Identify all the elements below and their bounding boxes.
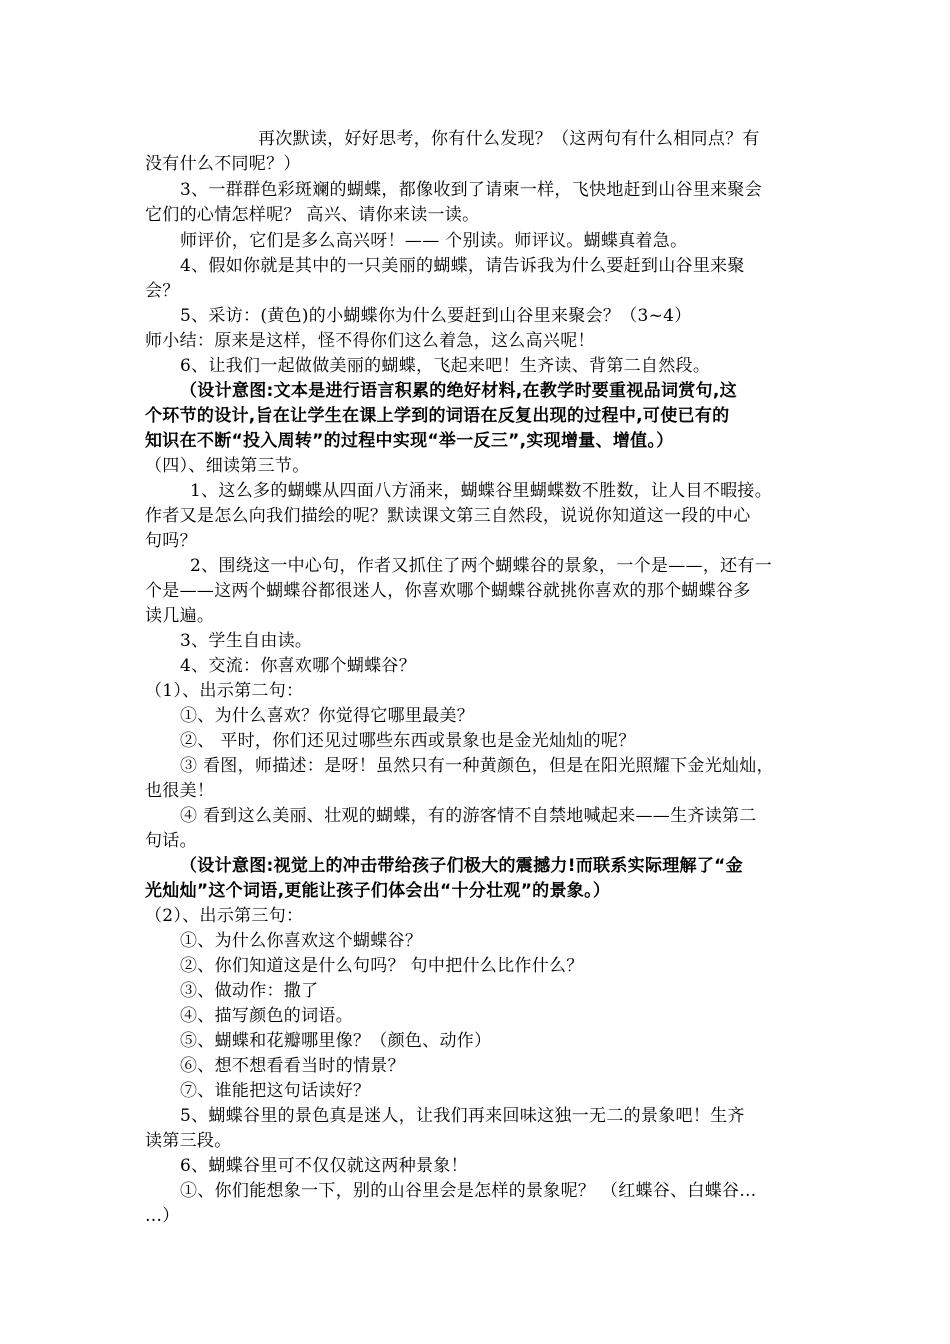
text-line: 个是——这两个蝴蝶谷都很迷人，你喜欢哪个蝴蝶谷就挑你喜欢的那个蝴蝶谷多 — [145, 581, 751, 601]
text-line: 读第三段。 — [145, 1131, 232, 1151]
design-intent-text: 知识在不断“投入周转”的过程中实现“举一反三”,实现增量、增值。） — [145, 431, 674, 451]
text-line: 5、采访：(黄色)的小蝴蝶你为什么要赶到山谷里来聚会？（3~4） — [180, 306, 692, 326]
text-line: 4、交流：你喜欢哪个蝴蝶谷？ — [180, 656, 417, 676]
text-line: ⑥、想不想看看当时的情景？ — [180, 1056, 405, 1076]
design-intent-text: 光灿灿”这个词语,更能让孩子们体会出“十分壮观”的景象。） — [145, 881, 611, 901]
text-line: 会？ — [145, 281, 180, 301]
text-line: 3、一群群色彩斑斓的蝴蝶，都像收到了请柬一样，飞快地赶到山谷里来聚会 — [180, 180, 763, 200]
text-line: （1）、出示第二句： — [145, 681, 304, 701]
text-line: 作者又是怎么向我们描绘的呢？默读课文第三自然段，说说你知道这一段的中心 — [145, 506, 751, 526]
text-line: 再次默读，好好思考，你有什么发现？（这两句有什么相同点？有 — [258, 129, 760, 149]
text-line: 也很美！ — [145, 781, 215, 801]
text-line: 师评价，它们是多么高兴呀！—— 个别读。师评议。蝴蝶真着急。 — [180, 231, 688, 251]
section-heading: （四）、细读第三节。 — [145, 456, 310, 476]
text-line: ④、描写颜色的词语。 — [180, 1006, 353, 1026]
design-intent-text: （设计意图:文本是进行语言积累的绝好材料,在教学时要重视品词赏句,这 — [180, 381, 737, 401]
text-line: （2）、出示第三句： — [145, 906, 304, 926]
text-line: 它们的心情怎样呢？ 高兴、请你来读一读。 — [145, 205, 480, 225]
text-line: ①、为什么你喜欢这个蝴蝶谷？ — [180, 931, 423, 951]
text-line: ②、 平时，你们还见过哪些东西或景象也是金光灿灿的呢？ — [180, 731, 636, 751]
text-line: 没有什么不同呢？） — [145, 154, 301, 174]
text-line: 句吗？ — [145, 531, 197, 551]
text-line: ③、做动作：撒了 — [180, 981, 319, 1001]
text-line: ⑤、蝴蝶和花瓣哪里像？（颜色、动作） — [180, 1031, 492, 1051]
text-line: ⑦、谁能把这句话读好？ — [180, 1081, 371, 1101]
text-line: 师小结：原来是这样，怪不得你们这么着急，这么高兴呢！ — [145, 331, 595, 351]
text-line: ③ 看图，师描述：是呀！虽然只有一种黄颜色，但是在阳光照耀下金光灿灿， — [180, 756, 774, 776]
text-line: 句话。 — [145, 831, 197, 851]
text-line: ②、你们知道这是什么句吗？ 句中把什么比作什么？ — [180, 956, 584, 976]
design-intent-text: 个环节的设计,旨在让学生在课上学到的词语在反复出现的过程中,可使已有的 — [145, 406, 730, 426]
text-line: 3、学生自由读。 — [180, 631, 313, 651]
text-line: …） — [145, 1206, 180, 1226]
design-intent-text: （设计意图:视觉上的冲击带给孩子们极大的震撼力!而联系实际理解了“金 — [180, 856, 743, 876]
text-line: ①、为什么喜欢？你觉得它哪里最美？ — [180, 706, 475, 726]
text-line: 6、蝴蝶谷里可不仅仅就这两种景象！ — [180, 1156, 468, 1176]
text-line: 2、围绕这一中心句，作者又抓住了两个蝴蝶谷的景象，一个是——，还有一 — [190, 556, 773, 576]
text-line: ④ 看到这么美丽、壮观的蝴蝶，有的游客情不自禁地喊起来——生齐读第二 — [180, 806, 757, 826]
text-line: 6、让我们一起做做美丽的蝴蝶，飞起来吧！生齐读、背第二自然段。 — [180, 356, 711, 376]
text-line: 1、这么多的蝴蝶从四面八方涌来，蝴蝶谷里蝴蝶数不胜数，让人目不暇接。 — [190, 481, 773, 501]
text-line: 4、假如你就是其中的一只美丽的蝴蝶，请告诉我为什么要赶到山谷里来聚 — [180, 256, 745, 276]
text-line: 读几遍。 — [145, 606, 215, 626]
text-line: 5、蝴蝶谷里的景色真是迷人，让我们再来回味这独一无二的景象吧！生齐 — [180, 1106, 745, 1126]
text-line: ①、你们能想象一下，别的山谷里会是怎样的景象呢？ （红蝶谷、白蝶谷… — [180, 1181, 757, 1201]
